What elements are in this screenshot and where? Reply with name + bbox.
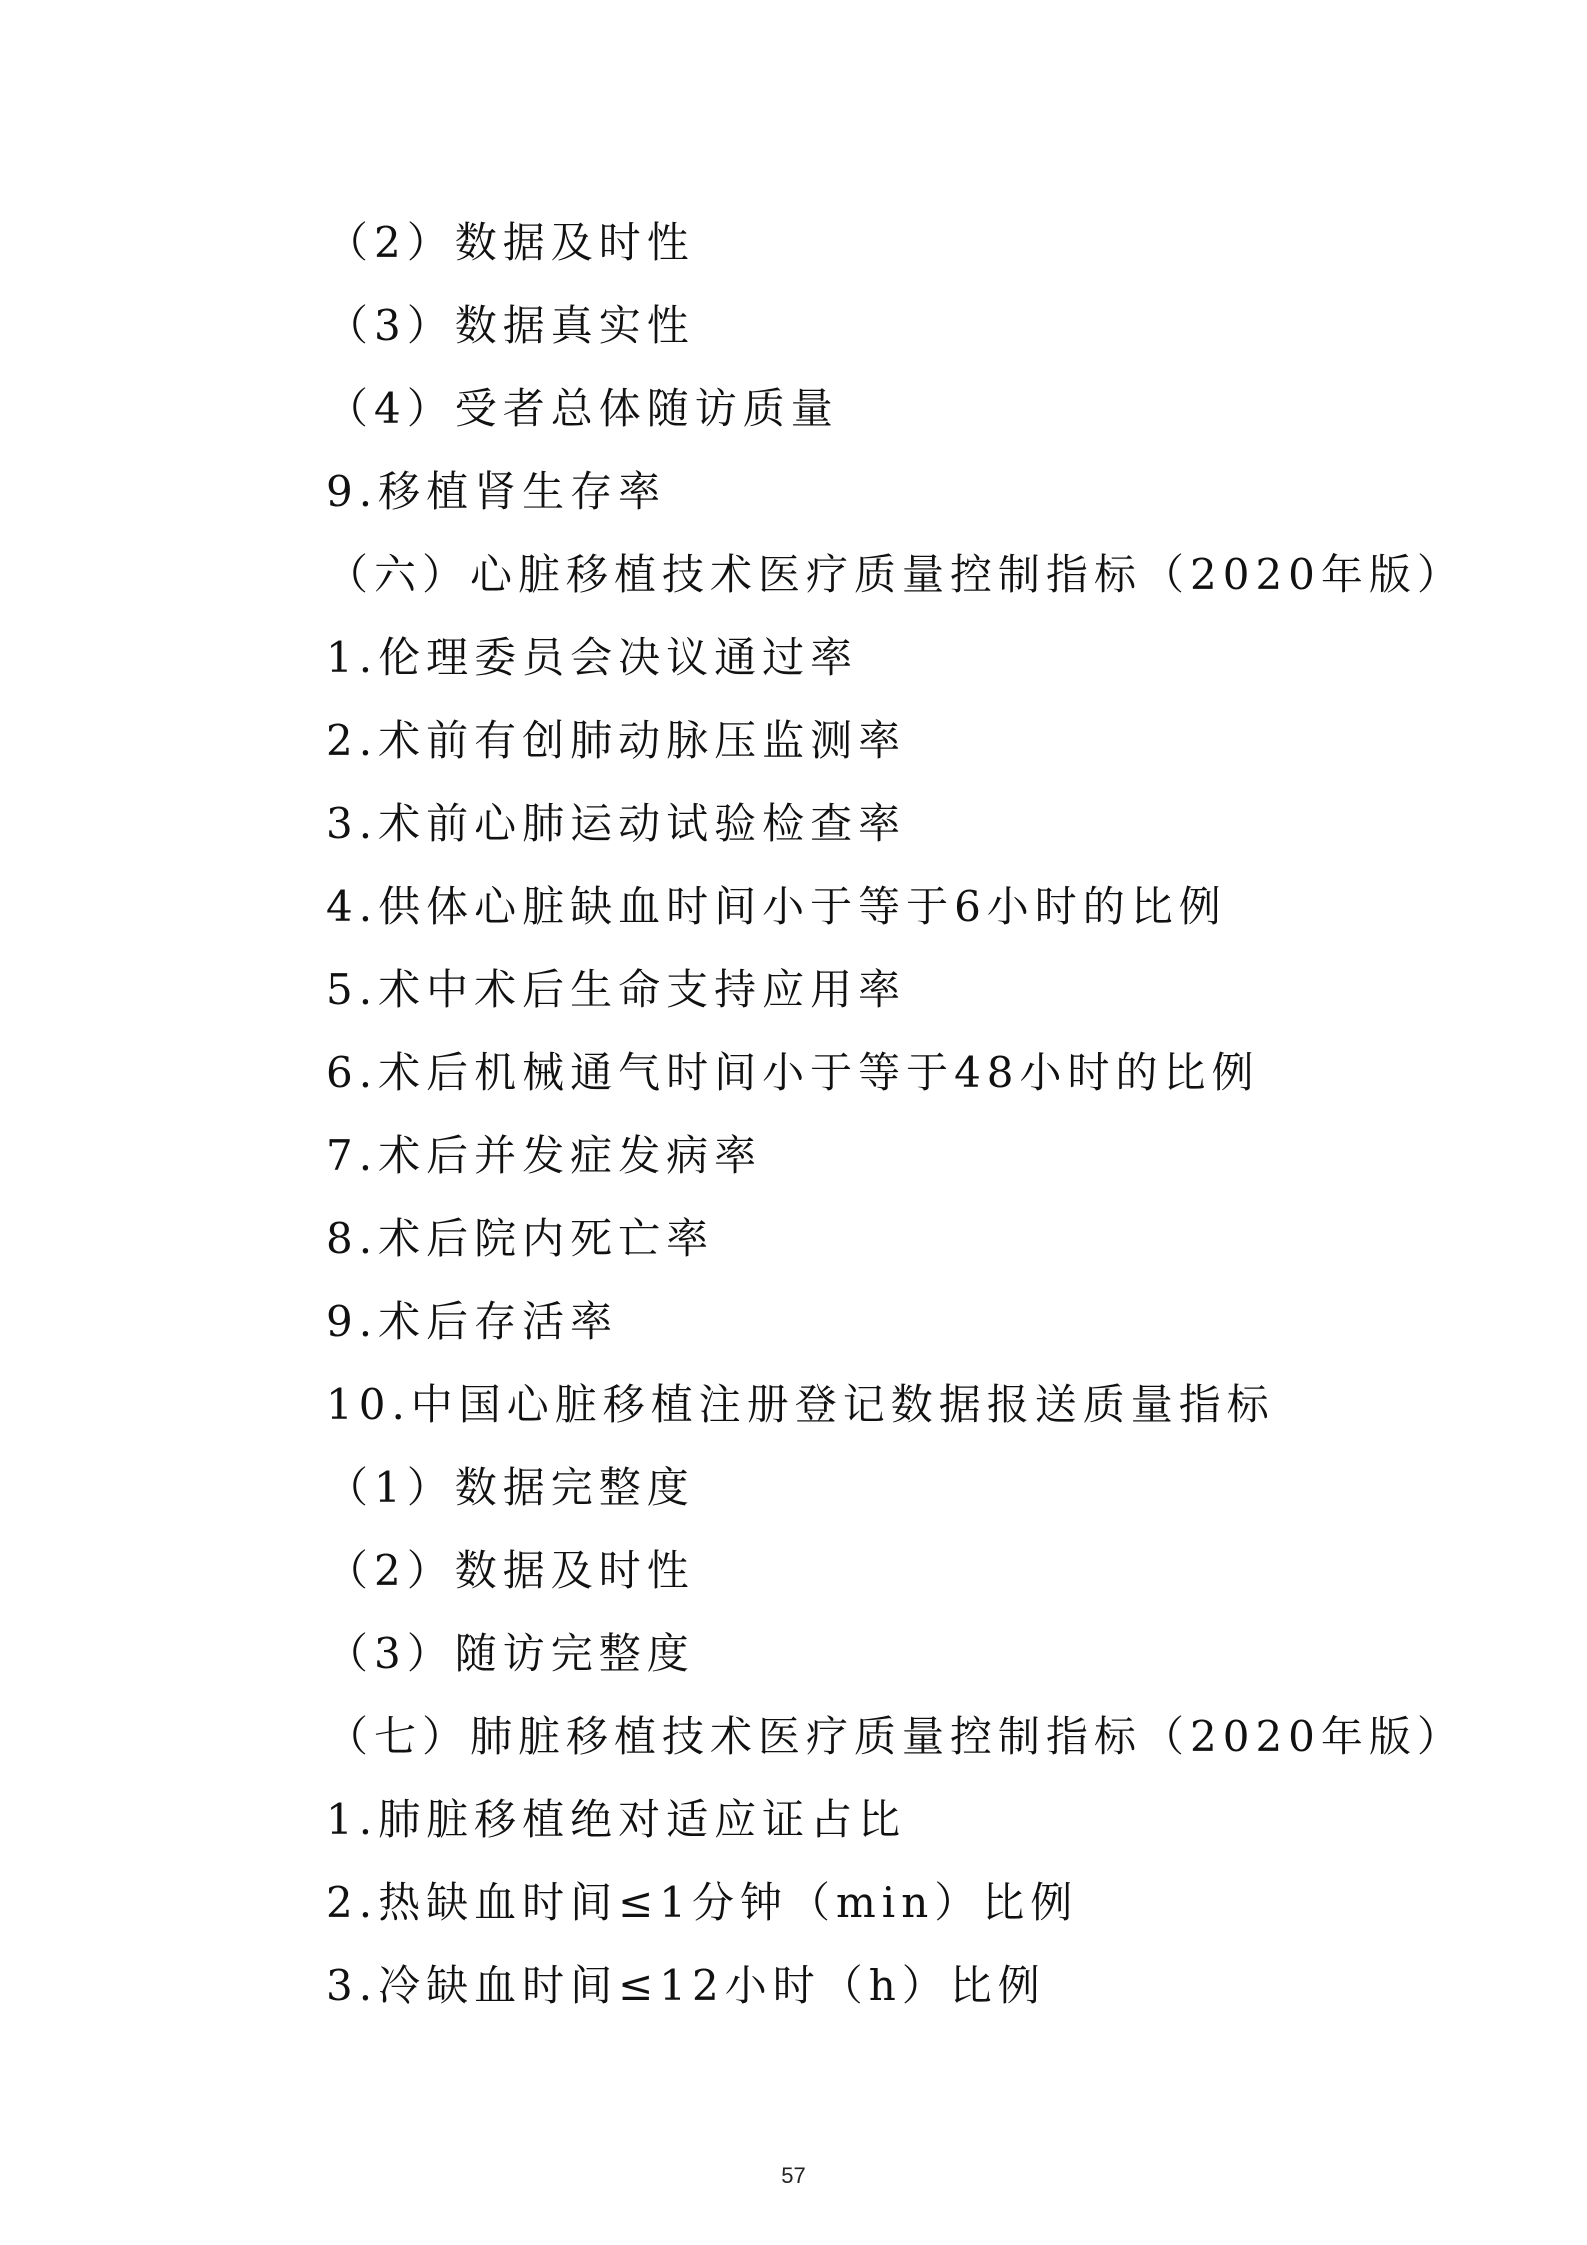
section-item-heading: 9.移植肾生存率: [326, 467, 667, 516]
text-line: 1.肺脏移植绝对适应证占比: [326, 1795, 907, 1844]
text-line: 2.热缺血时间≤1分钟（min）比例: [326, 1878, 1079, 1927]
section-heading: （七）肺脏移植技术医疗质量控制指标（2020年版）: [326, 1712, 1465, 1761]
text-line: 5.术中术后生命支持应用率: [326, 965, 907, 1014]
text-line: （1）数据完整度: [326, 1463, 695, 1512]
text-line: （2）数据及时性: [326, 218, 695, 267]
text-line: 9.术后存活率: [326, 1297, 619, 1346]
text-line: 3.冷缺血时间≤12小时（h）比例: [326, 1961, 1046, 2010]
text-line: 1.伦理委员会决议通过率: [326, 633, 859, 682]
text-line: 2.术前有创肺动脉压监测率: [326, 716, 907, 765]
text-line: 10.中国心脏移植注册登记数据报送质量指标: [326, 1380, 1275, 1429]
text-line: （2）数据及时性: [326, 1546, 695, 1595]
text-line: （4）受者总体随访质量: [326, 384, 839, 433]
text-line: 4.供体心脏缺血时间小于等于6小时的比例: [326, 882, 1227, 931]
page-number: 57: [781, 2163, 806, 2188]
text-line: 6.术后机械通气时间小于等于48小时的比例: [326, 1048, 1260, 1097]
section-heading: （六）心脏移植技术医疗质量控制指标（2020年版）: [326, 550, 1465, 599]
text-line: 8.术后院内死亡率: [326, 1214, 715, 1263]
text-line: 7.术后并发症发病率: [326, 1131, 763, 1180]
text-line: （3）数据真实性: [326, 301, 695, 350]
text-line: （3）随访完整度: [326, 1629, 695, 1678]
text-line: 3.术前心肺运动试验检查率: [326, 799, 907, 848]
